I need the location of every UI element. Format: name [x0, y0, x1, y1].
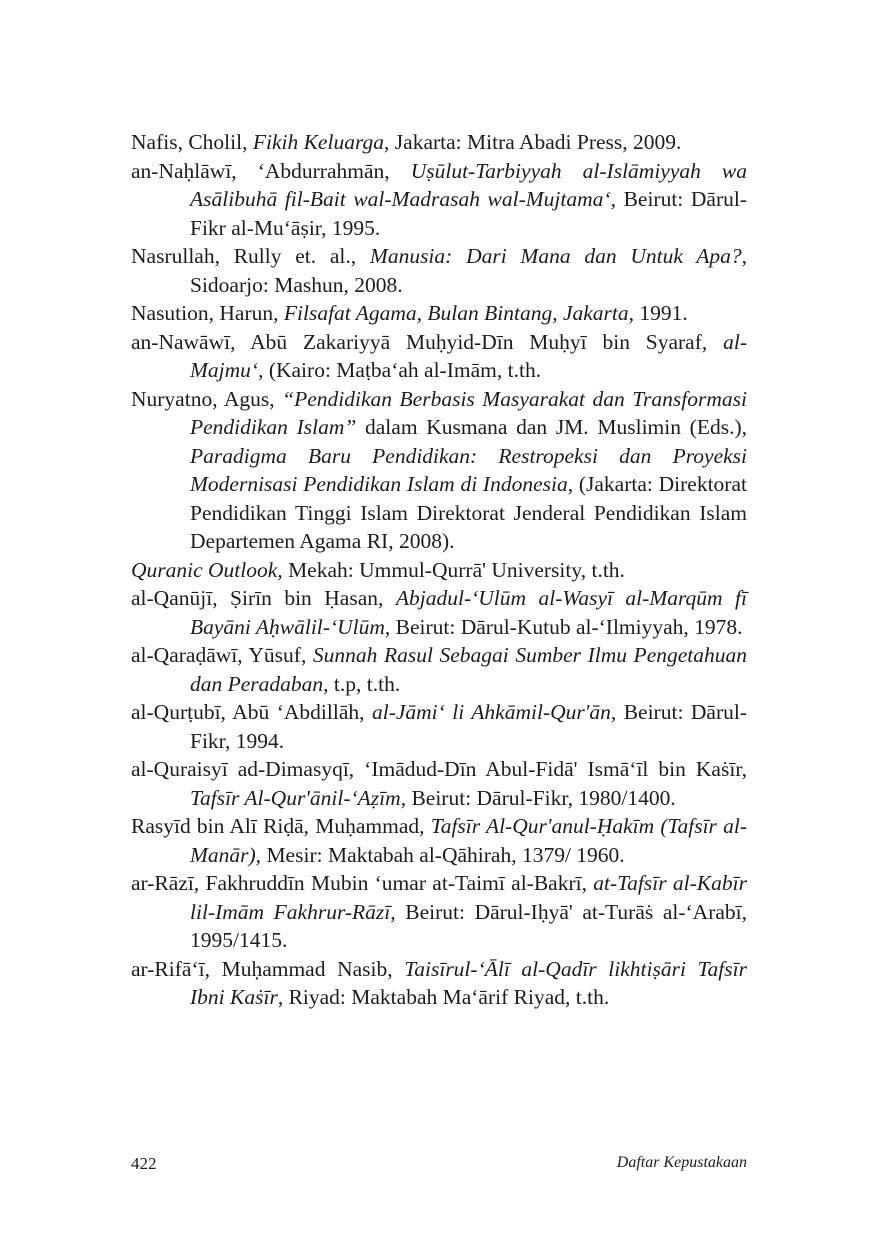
bibliography-entry: Nafis, Cholil, Fikih Keluarga, Jakarta: Mitra Abadi Press, 2009. [131, 130, 682, 154]
bibliography-entry: al-Qanūjī, Ṣirīn bin Ḥasan, Abjadul-‘Ulūm al-Wasyī al-Marqūm fī Bayāni Aḥwālil-‘Ulūm, Beirut: Dārul-Kutub al-‘Ilmiyyah, 1978. [131, 586, 747, 639]
page-number: 422 [131, 1154, 157, 1173]
bibliography-entry: an-Nawāwī, Abū Zakariyyā Muḥyid-Dīn Muḥyī bin Syaraf, al-Majmu‘, (Kairo: Maṭba‘ah al-Imām, t.th. [131, 329, 747, 382]
bibliography-entry: an-Naḥlāwī, ‘Abdurrahmān, Uṣūlut-Tarbiyyah al-Islāmiyyah wa Asālibuhā fil-Bait wal-Madrasah wal-Mujtama‘, Beirut: Dārul-Fikr al-Mu‘āṣir, 1995. [131, 158, 748, 240]
bibliography-entry: Nasrullah, Rully et. al., Manusia: Dari Mana dan Untuk Apa?, Sidoarjo: Mashun, 2008. [131, 244, 747, 297]
page-footer [131, 1154, 747, 1182]
bibliography-entry: Rasyīd bin Alī Riḍā, Muḥammad, Tafsīr Al-Qur'anul-Ḥakīm (Tafsīr al-Manār), Mesir: Maktabah al-Qāhirah, 1379/ 1960. [131, 814, 747, 867]
bibliography-entry: ar-Rifā‘ī, Muḥammad Nasib, Taisīrul-‘Ālī al-Qadīr likhtiṣāri Tafsīr Ibni Kaṡīr, Riyad: Maktabah Ma‘ārif Riyad, t.th. [131, 956, 747, 1009]
bibliography-entry: al-Qaraḍāwī, Yūsuf, Sunnah Rasul Sebagai Sumber Ilmu Pengetahuan dan Peradaban, t.p, t.th. [131, 643, 748, 696]
bibliography-entry: Nasution, Harun, Filsafat Agama, Bulan Bintang, Jakarta, 1991. [131, 301, 688, 325]
bibliography-entry: al-Quraisyī ad-Dimasyqī, ‘Imādud-Dīn Abul-Fidā' Ismā‘īl bin Kaṡīr, Tafsīr Al-Qur'ānil-‘Aẓīm, Beirut: Dārul-Fikr, 1980/1400. [131, 757, 747, 810]
bibliography-entry: ar-Rāzī, Fakhruddīn Mubin ‘umar at-Taimī al-Bakrī, at-Tafsīr al-Kabīr lil-Imām Fakhrur-Rāzī, Beirut: Dārul-Iḥyā' at-Turāṡ al-‘Arabī, 1995/1415. [131, 871, 748, 952]
bibliography-entry: al-Qurṭubī, Abū ‘Abdillāh, al-Jāmi‘ li Ahkāmil-Qur'ān, Beirut: Dārul-Fikr, 1994. [131, 700, 747, 753]
bibliography-entry: Quranic Outlook, Mekah: Ummul-Qurrā' University, t.th. [131, 557, 625, 582]
bibliography-list [131, 128, 747, 1012]
running-title: Daftar Kepustakaan [616, 1154, 747, 1171]
bibliography-entry: Nuryatno, Agus, “Pendidikan Berbasis Masyarakat dan Transformasi Pendidikan Islam” dalam Kusmana dan JM. Muslimin (Eds.), Paradigma Baru Pendidikan: Restropeksi dan Proyeksi Modernisasi Pendidikan Islam di Indonesia, (Jakarta: Direktorat Pendidikan Tinggi Islam Direktorat Jenderal Pendidikan Islam Departemen Agama RI, 2008). [131, 386, 747, 553]
